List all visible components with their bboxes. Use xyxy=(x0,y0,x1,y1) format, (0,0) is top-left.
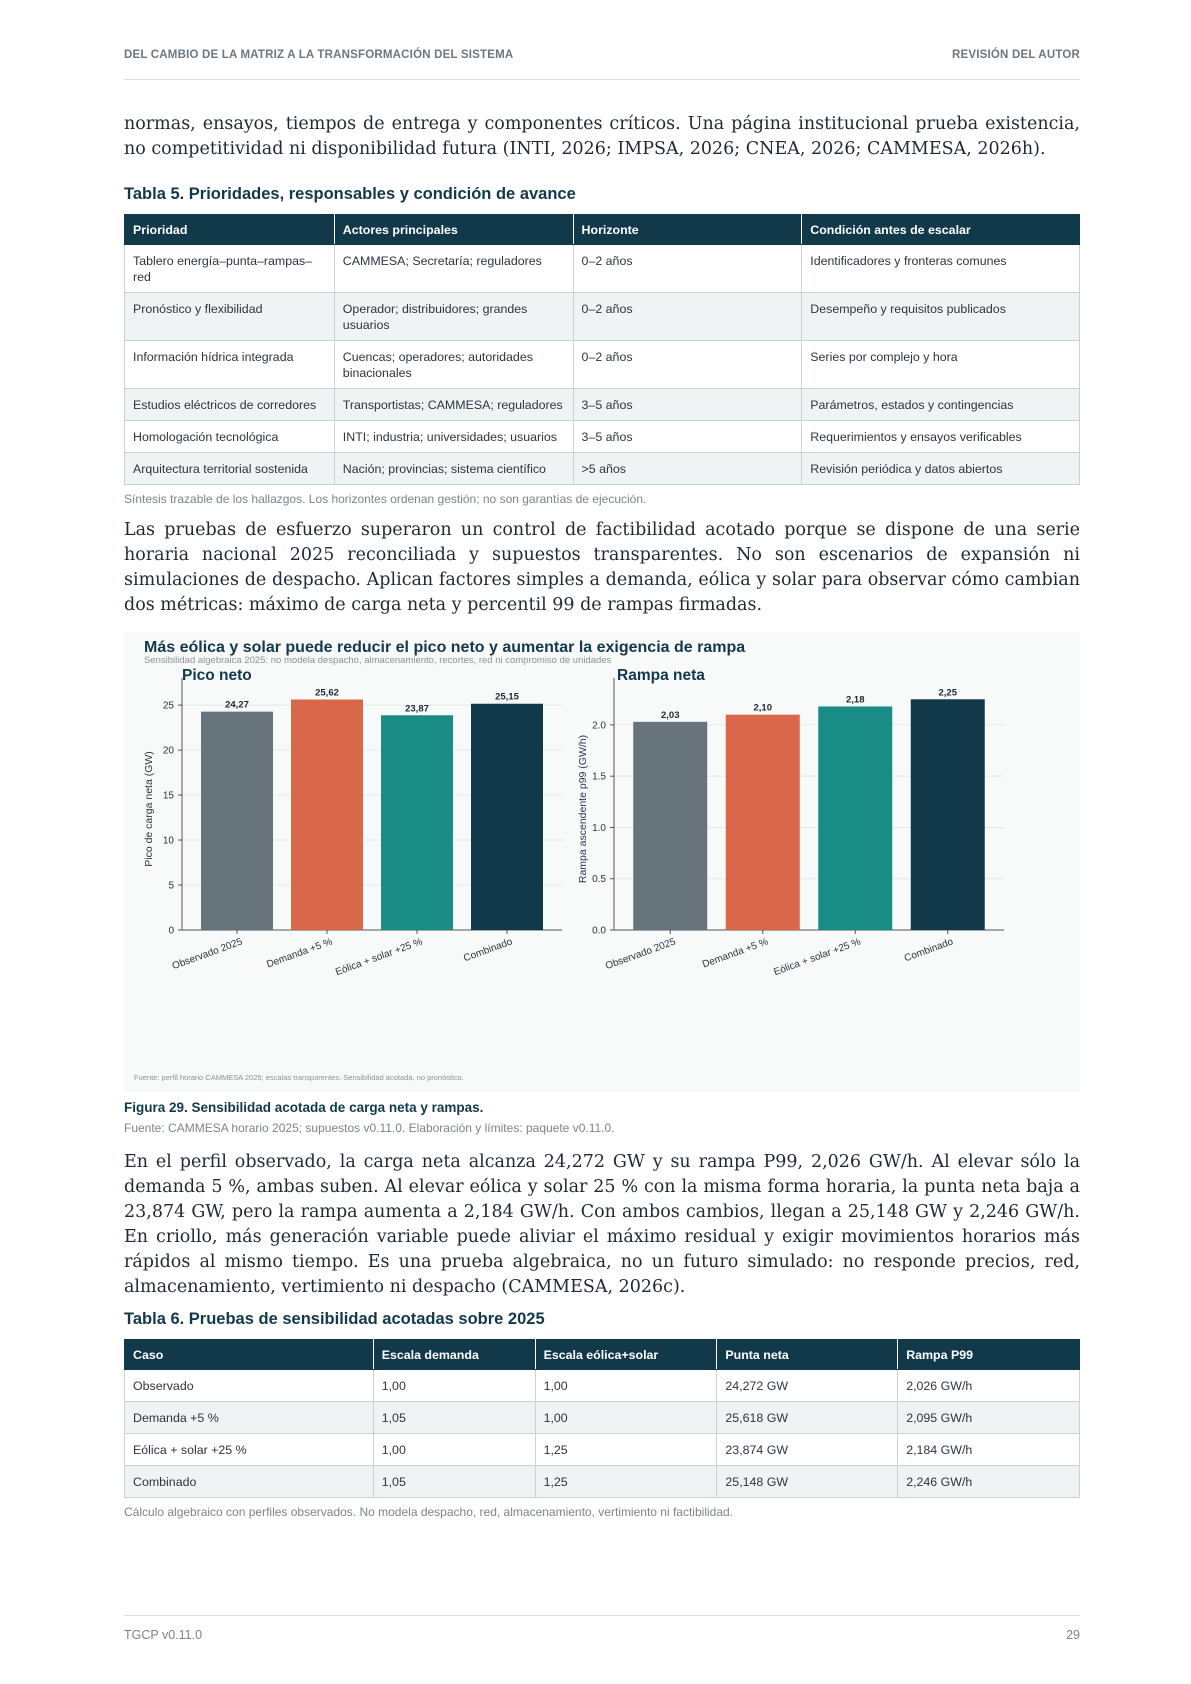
table6-header-cell: Escala demanda xyxy=(373,1340,535,1370)
table6-note: Cálculo algebraico con perfiles observados. No modela despacho, red, almacenamiento, vertimiento ni factibilidad. xyxy=(124,1505,733,1519)
bar-value-label: 25,15 xyxy=(495,691,519,703)
table5-cell: CAMMESA; Secretaría; reguladores xyxy=(334,245,573,293)
table6-cell: 1,25 xyxy=(535,1466,717,1498)
table6-header-cell: Punta neta xyxy=(717,1340,898,1370)
bar xyxy=(201,712,273,930)
table6-cell: 25,148 GW xyxy=(717,1466,898,1498)
table5-cell: Desempeño y requisitos publicados xyxy=(802,293,1080,341)
table5-header-cell: Condición antes de escalar xyxy=(802,215,1080,245)
figure-caption: Figura 29. Sensibilidad acotada de carga neta y rampas. xyxy=(124,1100,484,1115)
table6-cell: 1,05 xyxy=(373,1466,535,1498)
bar-value-label: 2,10 xyxy=(753,702,772,714)
table5-row xyxy=(125,293,1080,341)
table6-cell: 2,026 GW/h xyxy=(898,1370,1080,1402)
table5-row xyxy=(125,389,1080,421)
running-header-title: DEL CAMBIO DE LA MATRIZ A LA TRANSFORMACIÓN DEL SISTEMA xyxy=(124,49,514,61)
running-header xyxy=(124,49,1080,80)
bar-value-label: 2,25 xyxy=(938,687,957,699)
y-tick-label: 1.0 xyxy=(592,822,606,834)
table6-header-cell: Rampa P99 xyxy=(898,1340,1080,1370)
x-tick-label: Combinado xyxy=(902,936,955,965)
table6-cell: 1,00 xyxy=(535,1402,717,1434)
figure-subtitle: Sensibilidad algebraica 2025: no modela despacho, almacenamiento, recortes, red ni compromiso de unidades xyxy=(144,655,612,666)
bar xyxy=(633,722,707,930)
figure-title: Más eólica y solar puede reducir el pico neto y aumentar la exigencia de rampa xyxy=(144,639,746,656)
table6-cell: Observado xyxy=(125,1370,374,1402)
table5-header-cell: Horizonte xyxy=(573,215,802,245)
table6-row xyxy=(125,1466,1080,1498)
table5-cell: Arquitectura territorial sostenida xyxy=(125,453,335,485)
table5-row xyxy=(125,341,1080,389)
figure-inner-source: Fuente: perfil horario CAMMESA 2025; escalas transparentes. Sensibilidad acotada, no pronóstico. xyxy=(134,1073,464,1082)
table5-cell: Identificadores y fronteras comunes xyxy=(802,245,1080,293)
bar xyxy=(911,699,985,930)
footer-version: TGCP v0.11.0 xyxy=(124,1628,203,1642)
table6-header-cell: Escala eólica+solar xyxy=(535,1340,717,1370)
bar xyxy=(818,706,892,930)
table6-row xyxy=(125,1370,1080,1402)
table5-title: Tabla 5. Prioridades, responsables y condición de avance xyxy=(124,185,576,203)
table5-cell: Cuencas; operadores; autoridades binacionales xyxy=(334,341,573,389)
x-tick-label: Observado 2025 xyxy=(170,936,245,973)
table6-cell: 25,618 GW xyxy=(717,1402,898,1434)
x-tick-label: Eólica + solar +25 % xyxy=(772,936,863,979)
y-tick-label: 10 xyxy=(162,835,174,847)
bar-value-label: 24,27 xyxy=(225,699,249,711)
x-tick-label: Eólica + solar +25 % xyxy=(334,936,425,979)
running-header-status: REVISIÓN DEL AUTOR xyxy=(952,49,1080,61)
table5-cell: Requerimientos y ensayos verificables xyxy=(802,421,1080,453)
y-tick-label: 0.0 xyxy=(592,925,606,937)
table6-row xyxy=(125,1434,1080,1466)
bar xyxy=(726,715,800,930)
sensitivity-chart xyxy=(124,632,1080,1092)
bar-value-label: 2,18 xyxy=(846,694,865,706)
y-tick-label: 20 xyxy=(162,745,174,757)
table5-cell: Nación; provincias; sistema científico xyxy=(334,453,573,485)
table6-header-cell: Caso xyxy=(125,1340,374,1370)
table5-cell: INTI; industria; universidades; usuarios xyxy=(334,421,573,453)
panel-title: Pico neto xyxy=(182,667,252,684)
table6-cell: 1,25 xyxy=(535,1434,717,1466)
table5-cell: 0–2 años xyxy=(573,341,802,389)
table6-cell: 1,05 xyxy=(373,1402,535,1434)
table6-cell: 1,00 xyxy=(373,1370,535,1402)
y-tick-label: 25 xyxy=(162,700,174,712)
table6-cell: 2,184 GW/h xyxy=(898,1434,1080,1466)
y-tick-label: 0.5 xyxy=(592,874,606,886)
sensitivity-table xyxy=(124,1339,1080,1498)
table5-cell: 0–2 años xyxy=(573,293,802,341)
table5-header-cell: Prioridad xyxy=(125,215,335,245)
y-tick-label: 15 xyxy=(162,790,174,802)
table6-cell: 2,246 GW/h xyxy=(898,1466,1080,1498)
figure-source: Fuente: CAMMESA horario 2025; supuestos v0.11.0. Elaboración y límites: paquete v0.11.0. xyxy=(124,1121,615,1135)
table6-cell: Eólica + solar +25 % xyxy=(125,1434,374,1466)
table5-cell: Información hídrica integrada xyxy=(125,341,335,389)
y-tick-label: 0 xyxy=(168,925,174,937)
table5-cell: Tablero energía–punta–rampas–red xyxy=(125,245,335,293)
table6-title: Tabla 6. Pruebas de sensibilidad acotadas sobre 2025 xyxy=(124,1310,545,1328)
table5-row xyxy=(125,245,1080,293)
table5-row xyxy=(125,421,1080,453)
intro-paragraph: normas, ensayos, tiempos de entrega y componentes críticos. Una página institucional prueba existencia, no competitividad ni disponibilidad futura (INTI, 2026; IMPSA, 2026; CNEA, 2026; CAMMESA, 2026h). xyxy=(124,114,1080,159)
bar-value-label: 23,87 xyxy=(405,703,429,715)
y-tick-label: 2.0 xyxy=(592,720,606,732)
results-paragraph: En el perfil observado, la carga neta alcanza 24,272 GW y su rampa P99, 2,026 GW/h. Al elevar sólo la demanda 5 %, ambas suben. Al elevar eólica y solar 25 % con la misma forma horaria, la punta neta baja a 23,874 GW, pero la rampa aumenta a 2,184 GW/h. Con ambos cambios, llegan a 25,148 GW y 2,246 GW/h. En criollo, más generación variable puede aliviar el máximo residual y exigir movimientos horarios más rápidos al mismo tiempo. Es una prueba algebraica, no un futuro simulado: no responde precios, red, almacenamiento, vertimiento ni despacho (CAMMESA, 2026c). xyxy=(124,1152,1080,1297)
table5-cell: >5 años xyxy=(573,453,802,485)
table6-cell: Demanda +5 % xyxy=(125,1402,374,1434)
y-tick-label: 5 xyxy=(168,880,174,892)
method-paragraph: Las pruebas de esfuerzo superaron un control de factibilidad acotado porque se dispone de una serie horaria nacional 2025 reconciliada y supuestos transparentes. No son escenarios de expansión ni simulaciones de despacho. Aplican factores simples a demanda, eólica y solar para observar cómo cambian dos métricas: máximo de carga neta y percentil 99 de rampas firmadas. xyxy=(124,520,1080,615)
figure-29 xyxy=(124,632,1080,1092)
table6-row xyxy=(125,1402,1080,1434)
x-tick-label: Observado 2025 xyxy=(604,936,678,973)
table5-cell: 3–5 años xyxy=(573,389,802,421)
table6-cell: 23,874 GW xyxy=(717,1434,898,1466)
table5-cell: Transportistas; CAMMESA; reguladores xyxy=(334,389,573,421)
table6-cell: 1,00 xyxy=(535,1370,717,1402)
bar xyxy=(381,715,453,930)
bar-value-label: 2,03 xyxy=(661,709,680,721)
table5-cell: Pronóstico y flexibilidad xyxy=(125,293,335,341)
table5-cell: 0–2 años xyxy=(573,245,802,293)
panel-title: Rampa neta xyxy=(617,667,705,684)
table5-cell: 3–5 años xyxy=(573,421,802,453)
table6-cell: 2,095 GW/h xyxy=(898,1402,1080,1434)
x-tick-label: Demanda +5 % xyxy=(265,936,335,971)
x-tick-label: Combinado xyxy=(462,936,515,965)
x-tick-label: Demanda +5 % xyxy=(700,936,770,971)
bar xyxy=(471,704,543,930)
y-axis-label: Rampa ascendente p99 (GW/h) xyxy=(577,734,589,884)
table6-cell: 24,272 GW xyxy=(717,1370,898,1402)
page-number: 29 xyxy=(1066,1628,1080,1642)
table6-cell: Combinado xyxy=(125,1466,374,1498)
bar-value-label: 25,62 xyxy=(315,687,339,699)
table5-cell: Series por complejo y hora xyxy=(802,341,1080,389)
table5-row xyxy=(125,453,1080,485)
table5-cell: Estudios eléctricos de corredores xyxy=(125,389,335,421)
page-footer xyxy=(124,1615,1080,1642)
table5-header-cell: Actores principales xyxy=(334,215,573,245)
table5-cell: Parámetros, estados y contingencias xyxy=(802,389,1080,421)
table5-cell: Revisión periódica y datos abiertos xyxy=(802,453,1080,485)
bar xyxy=(291,700,363,930)
table6-cell: 1,00 xyxy=(373,1434,535,1466)
y-tick-label: 1.5 xyxy=(592,771,606,783)
table5-cell: Operador; distribuidores; grandes usuarios xyxy=(334,293,573,341)
priorities-table xyxy=(124,214,1080,485)
y-axis-label: Pico de carga neta (GW) xyxy=(143,751,155,867)
table5-note: Síntesis trazable de los hallazgos. Los horizontes ordenan gestión; no son garantías de ejecución. xyxy=(124,492,647,506)
table5-cell: Homologación tecnológica xyxy=(125,421,335,453)
